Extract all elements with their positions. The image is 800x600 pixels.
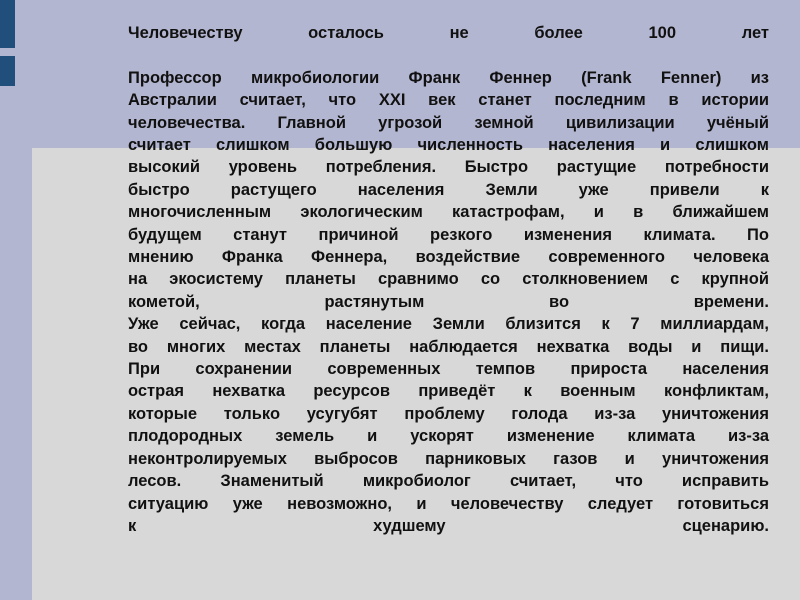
text-line: Австралии считает, что XXI век станет последним в истории	[128, 91, 769, 110]
blank-line	[128, 44, 769, 66]
text-line: При сохранении современных темпов прироста населения	[128, 360, 769, 379]
text-line: быстро растущего населения Земли уже привели к	[128, 180, 769, 199]
text-line: плодородных земель и ускорят изменение климата из-за	[128, 427, 769, 446]
text-line: к худшему сценарию.	[128, 516, 769, 535]
text-line: Уже сейчас, когда население Земли близится к 7 миллиардам,	[128, 315, 769, 334]
text-line: высокий уровень потребления. Быстро растущие потребности	[128, 158, 769, 177]
text-line: на экосистему планеты сравнимо со столкновением с крупной	[128, 270, 769, 289]
text-line: которые только усугубят проблему голода из-за уничтожения	[128, 404, 769, 423]
text-line: мнению Франка Феннера, воздействие современного человека	[128, 248, 769, 267]
accent-bar-middle	[0, 56, 15, 86]
text-line: лесов. Знаменитый микробиолог считает, что исправить	[128, 472, 769, 491]
text-line: во многих местах планеты наблюдается нехватка воды и пищи.	[128, 337, 769, 356]
text-line: будущем станут причиной резкого изменения климата. По	[128, 225, 769, 244]
text-line: многочисленным экологическим катастрофам, и в ближайшем	[128, 203, 769, 222]
text-line: ситуацию уже невозможно, и человечеству следует готовиться	[128, 494, 769, 513]
slide-text-block	[128, 22, 769, 537]
text-line: Профессор микробиологии Франк Феннер (Frank Fenner) из	[128, 68, 769, 87]
text-line: кометой, растянутым во времени.	[128, 292, 769, 311]
accent-bar-top	[0, 0, 15, 48]
text-line: считает слишком большую численность населения и слишком	[128, 136, 769, 155]
text-line: неконтролируемых выбросов парниковых газов и уничтожения	[128, 449, 769, 468]
slide-title: Человечеству осталось не более 100 лет	[128, 24, 769, 42]
text-line: острая нехватка ресурсов приведёт к военным конфликтам,	[128, 382, 769, 401]
text-line: человечества. Главной угрозой земной цивилизации учёный	[128, 113, 769, 132]
